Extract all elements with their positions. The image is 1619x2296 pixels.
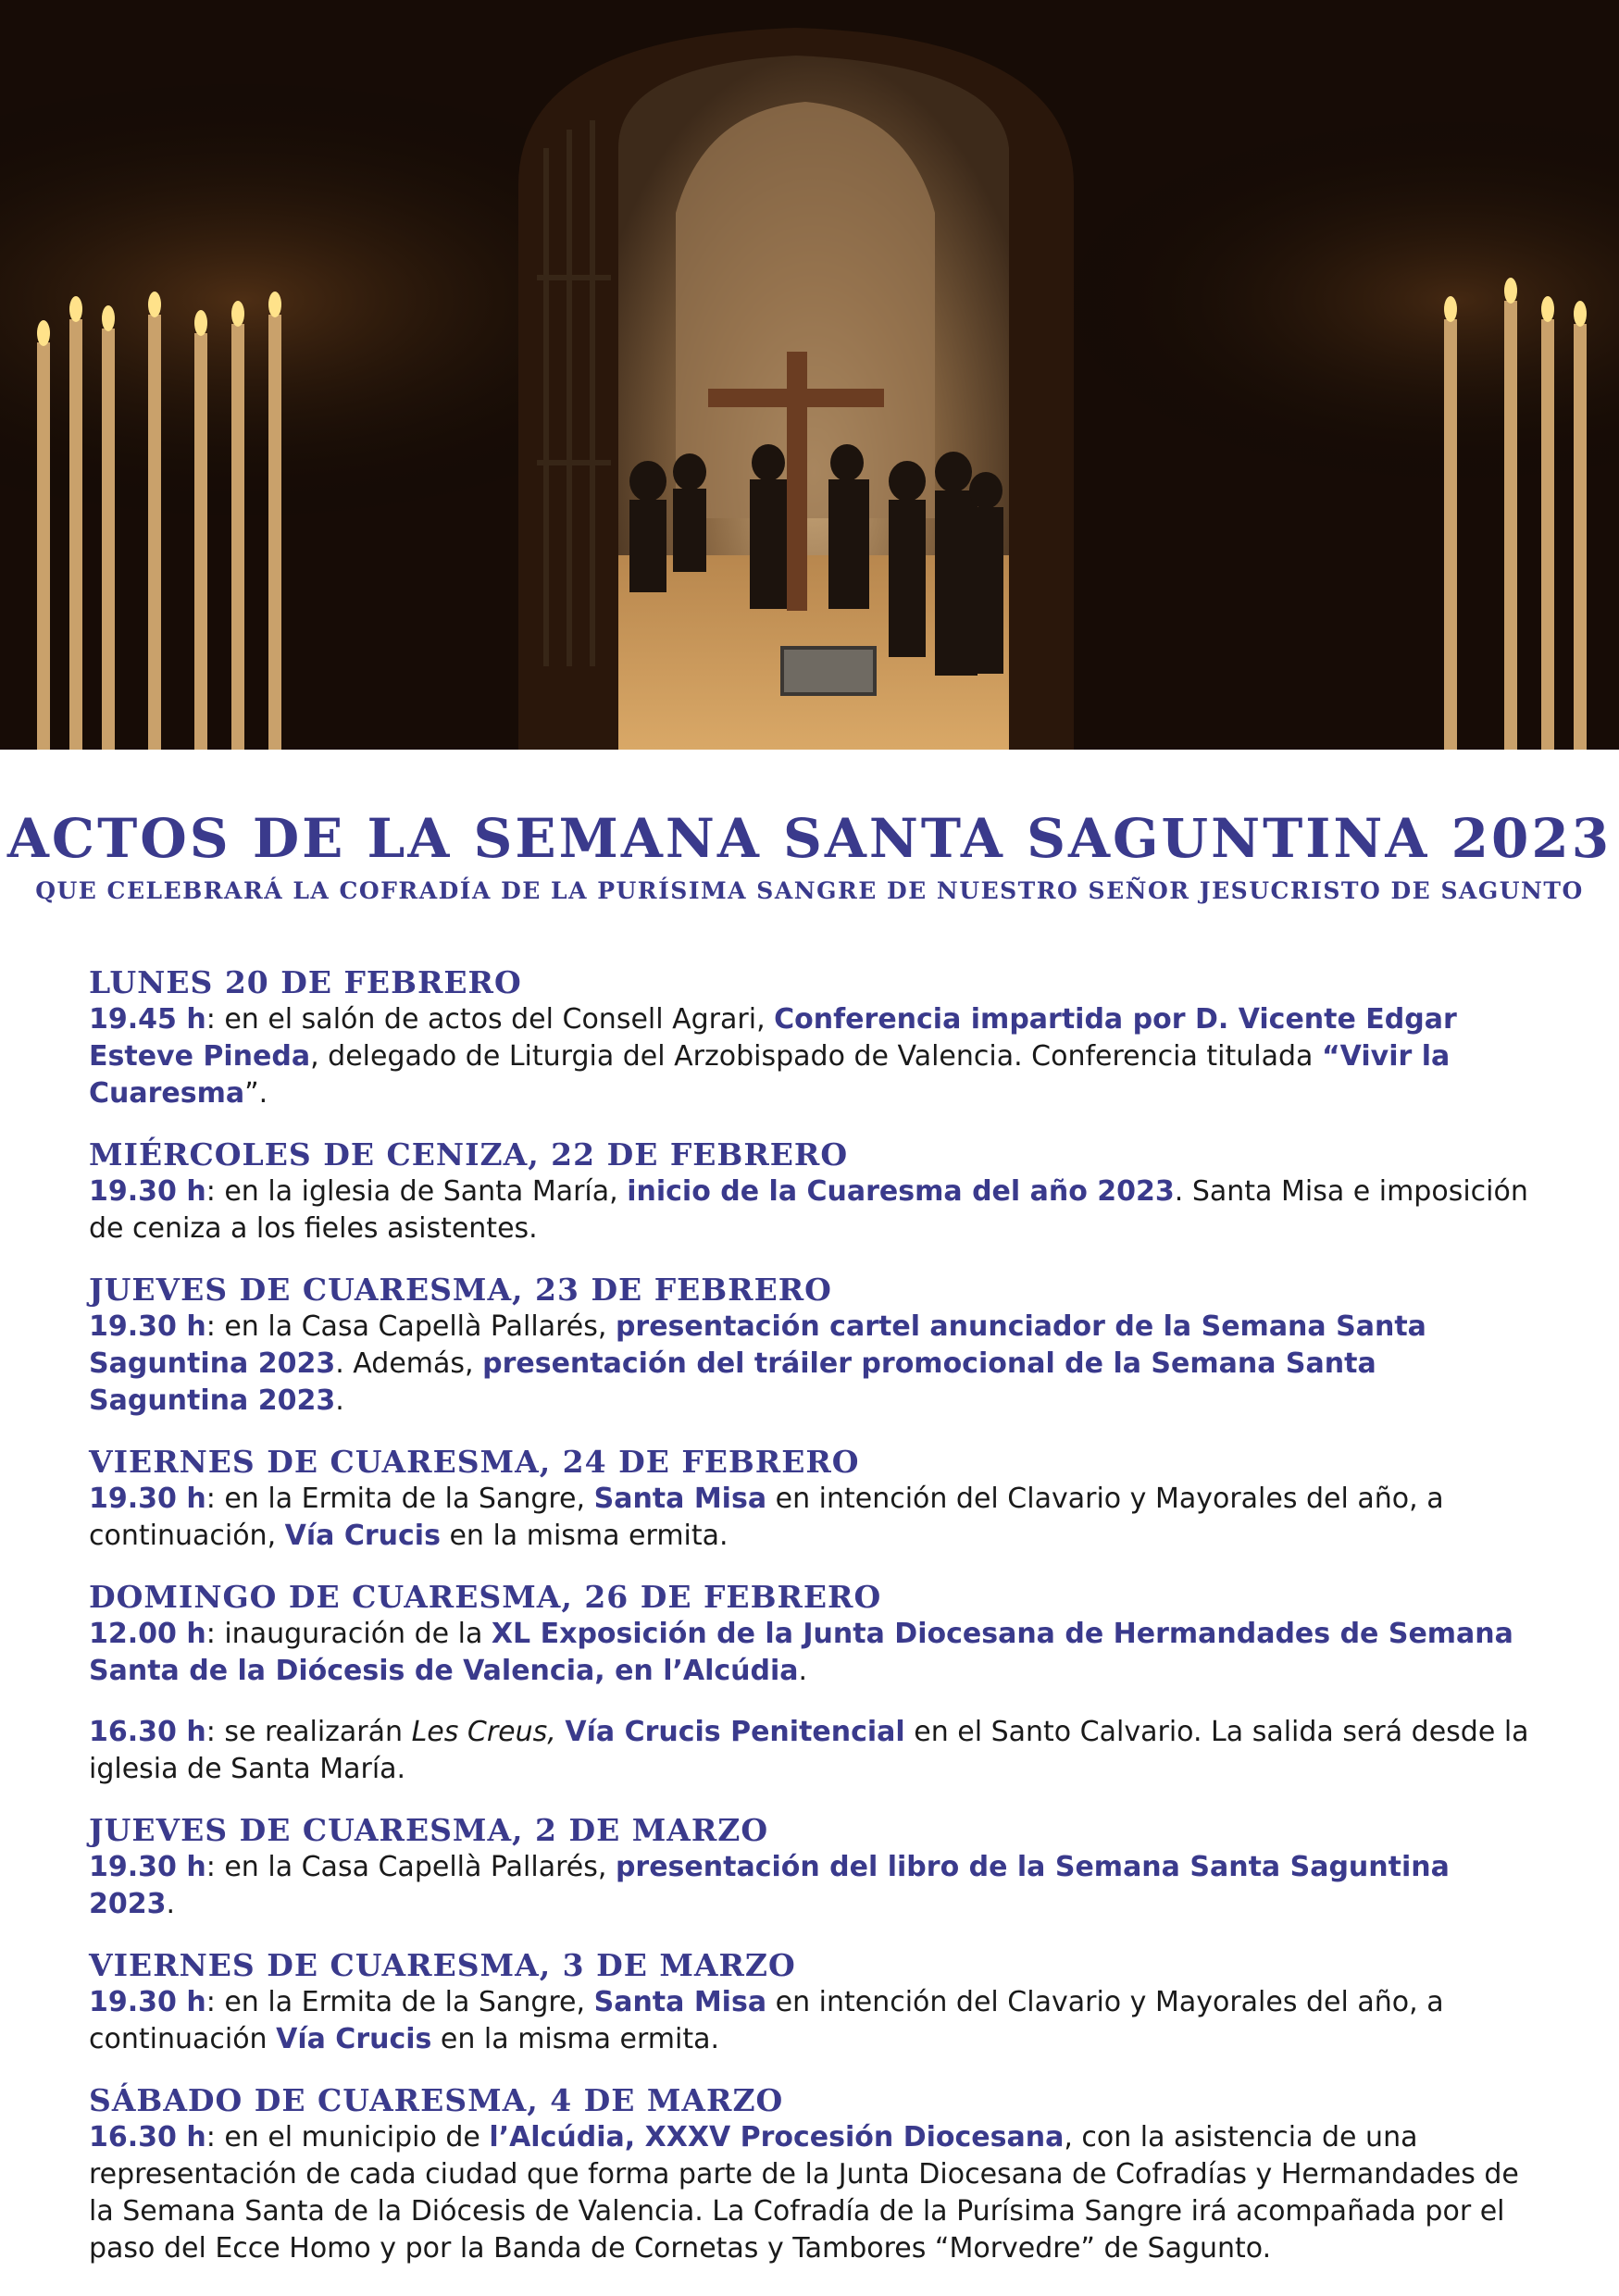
event-highlight: inicio de la Cuaresma del año 2023 [627, 1175, 1175, 1208]
event-time: 19.30 h [89, 1175, 206, 1208]
event-time: 12.00 h [89, 1618, 206, 1650]
event-item [89, 1812, 1533, 1923]
event-text: : en la iglesia de Santa María, [205, 1175, 628, 1208]
event-highlight: Vía Crucis [276, 2023, 432, 2055]
event-text: en intención del Clavario y Mayorales del año, a continuación [89, 1986, 1444, 2055]
event-time: 16.30 h [89, 2121, 206, 2153]
event-description [89, 1173, 1533, 1247]
event-highlight: l’Alcúdia, XXXV Procesión Diocesana [489, 2121, 1065, 2153]
event-text: , delegado de Liturgia del Arzobispado de Valencia. Conferencia titulada [310, 1040, 1322, 1073]
event-text: : en el municipio de [205, 2121, 490, 2153]
event-time: 19.30 h [89, 1851, 206, 1883]
event-text: : se realizarán [205, 1716, 412, 1748]
event-description [89, 1309, 1533, 1420]
event-time: 19.30 h [89, 1310, 206, 1343]
event-day-heading: LUNES 20 DE FEBRERO [89, 964, 522, 1000]
event-description [89, 1714, 1533, 1788]
event-day-heading: SÁBADO DE CUARESMA, 4 DE MARZO [89, 2082, 784, 2118]
church-doorway-illustration [0, 0, 1619, 750]
event-item [89, 2082, 1533, 2267]
event-highlight: Vía Crucis [284, 1520, 441, 1552]
event-item [89, 1947, 1533, 2058]
event-description [89, 1616, 1533, 1690]
event-text: , con la asistencia de una representación de cada ciudad que forma parte de la Junta Diocesana de Cofradías y Hermandades de la Semana Santa de la Diócesis de Valencia. La Cofradía de la Purísima Sangre irá acompañada por el paso del Ecce Homo y por la Banda de Cornetas y Tambores “Morvedre” de Sagunto. [89, 2121, 1519, 2265]
event-text: ”. [244, 1077, 268, 1110]
event-text: . Además, [335, 1347, 483, 1380]
events-list [89, 964, 1533, 2291]
event-text: : en la Casa Capellà Pallarés, [205, 1851, 616, 1883]
event-text: . [335, 1384, 344, 1417]
event-item [89, 1272, 1533, 1420]
event-highlight: “Vivir la Cuaresma [89, 1040, 1451, 1110]
event-day-heading: JUEVES DE CUARESMA, 23 DE FEBRERO [89, 1272, 832, 1308]
event-description [89, 1849, 1533, 1923]
event-highlight: presentación del tráiler promocional de la Semana Santa Saguntina 2023 [89, 1347, 1376, 1417]
event-description [89, 2119, 1533, 2267]
program-content [0, 750, 1619, 2296]
event-description [89, 1984, 1533, 2058]
event-text: : en la Ermita de la Sangre, [205, 1986, 594, 2018]
hero-photo [0, 0, 1619, 750]
event-day-heading: JUEVES DE CUARESMA, 2 DE MARZO [89, 1812, 769, 1848]
event-highlight: presentación del libro de la Semana Santa Saguntina 2023 [89, 1851, 1450, 1920]
event-highlight: Santa Misa [593, 1986, 767, 2018]
event-highlight: Santa Misa [593, 1483, 767, 1515]
event-text: en el Santo Calvario. La salida será desde la iglesia de Santa María. [89, 1716, 1529, 1785]
event-text: : en el salón de actos del Consell Agrari, [205, 1003, 775, 1036]
event-text: . Santa Misa e imposición de ceniza a los fieles asistentes. [89, 1175, 1528, 1245]
event-description [89, 1001, 1533, 1112]
event-text: en intención del Clavario y Mayorales del año, a continuación, [89, 1483, 1444, 1552]
event-description [89, 1481, 1533, 1555]
event-item [89, 1579, 1533, 1788]
event-time: 19.45 h [89, 1003, 206, 1036]
event-text: : en la Ermita de la Sangre, [205, 1483, 594, 1515]
page-subtitle: QUE CELEBRARÁ LA COFRADÍA DE LA PURÍSIMA SANGRE DE NUESTRO SEÑOR JESUCRISTO DE SAGUNTO [35, 877, 1584, 904]
event-text: . [166, 1888, 176, 1920]
event-time: 19.30 h [89, 1483, 206, 1515]
event-text: en la misma ermita. [431, 2023, 720, 2055]
event-day-heading: MIÉRCOLES DE CENIZA, 22 DE FEBRERO [89, 1136, 849, 1173]
event-item [89, 1444, 1533, 1555]
event-item [89, 964, 1533, 1112]
event-highlight: Conferencia impartida por D. Vicente Edgar Esteve Pineda [89, 1003, 1457, 1073]
event-text: en la misma ermita. [440, 1520, 729, 1552]
event-text: : inauguración de la [205, 1618, 492, 1650]
event-text: : en la Casa Capellà Pallarés, [205, 1310, 616, 1343]
event-text [556, 1716, 566, 1748]
event-highlight: presentación cartel anunciador de la Semana Santa Saguntina 2023 [89, 1310, 1426, 1380]
event-time: 19.30 h [89, 1986, 206, 2018]
event-day-heading: VIERNES DE CUARESMA, 3 DE MARZO [89, 1947, 796, 1983]
event-time: 16.30 h [89, 1716, 206, 1748]
event-day-heading: VIERNES DE CUARESMA, 24 DE FEBRERO [89, 1444, 860, 1480]
page-title: ACTOS DE LA SEMANA SANTA SAGUNTINA 2023 [6, 807, 1613, 870]
event-highlight: Vía Crucis Penitencial [565, 1716, 905, 1748]
event-text: . [798, 1655, 808, 1687]
event-text: Les Creus, [411, 1716, 556, 1748]
event-highlight: XL Exposición de la Junta Diocesana de Hermandades de Semana Santa de la Diócesis de Valencia, en l’Alcúdia [89, 1618, 1513, 1687]
event-day-heading: DOMINGO DE CUARESMA, 26 DE FEBRERO [89, 1579, 882, 1615]
event-item [89, 1136, 1533, 1247]
